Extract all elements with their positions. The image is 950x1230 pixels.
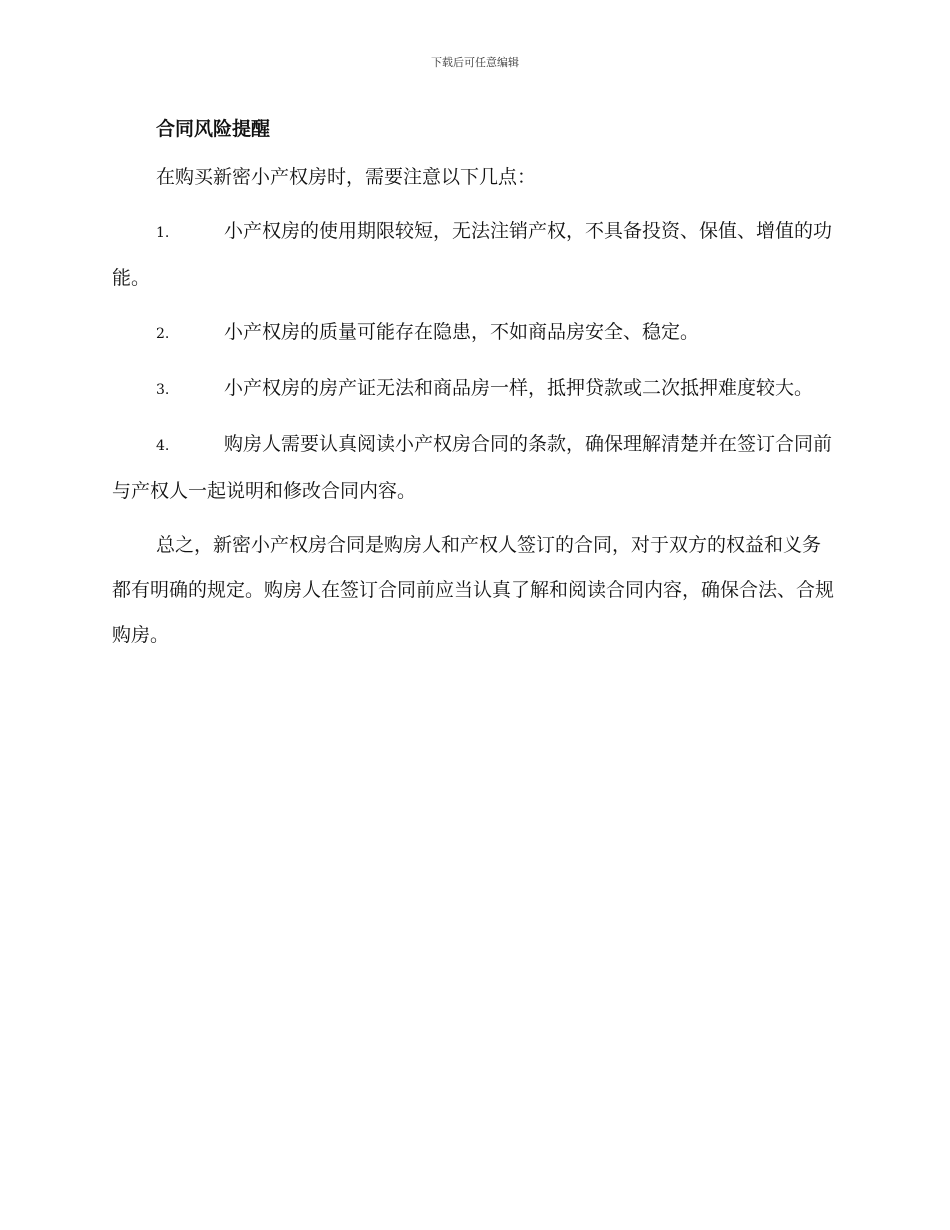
list-item-number: 4.: [156, 438, 170, 454]
list-item-number: 2.: [156, 326, 170, 342]
list-item-number: 3.: [156, 382, 170, 398]
list-item: [112, 310, 834, 357]
list-item-text: 小产权房的使用期限较短，无法注销产权，不具备投资、保值、增值的功能。: [112, 220, 833, 289]
intro-paragraph: 在购买新密小产权房时，需要注意以下几点：: [156, 166, 537, 188]
list-item-number: 1.: [156, 225, 170, 241]
list-item: [112, 422, 834, 514]
document-content: [112, 112, 834, 658]
header-note: 下载后可任意编辑: [431, 56, 519, 69]
list-item-text: 购房人需要认真阅读小产权房合同的条款，确保理解清楚并在签订合同前与产权人一起说明和修改合同内容。: [112, 433, 833, 502]
list-item-text: 小产权房的房产证无法和商品房一样，抵押贷款或二次抵押难度较大。: [224, 377, 814, 399]
list-item: [112, 209, 834, 301]
list-item-text: 小产权房的质量可能存在隐患，不如商品房安全、稳定。: [224, 321, 700, 343]
summary-paragraph: 总之，新密小产权房合同是购房人和产权人签订的合同，对于双方的权益和义务都有明确的规定。购房人在签订合同前应当认真了解和阅读合同内容，确保合法、合规购房。: [112, 534, 835, 646]
list-item: [112, 366, 834, 413]
document-title: 合同风险提醒: [156, 118, 271, 140]
